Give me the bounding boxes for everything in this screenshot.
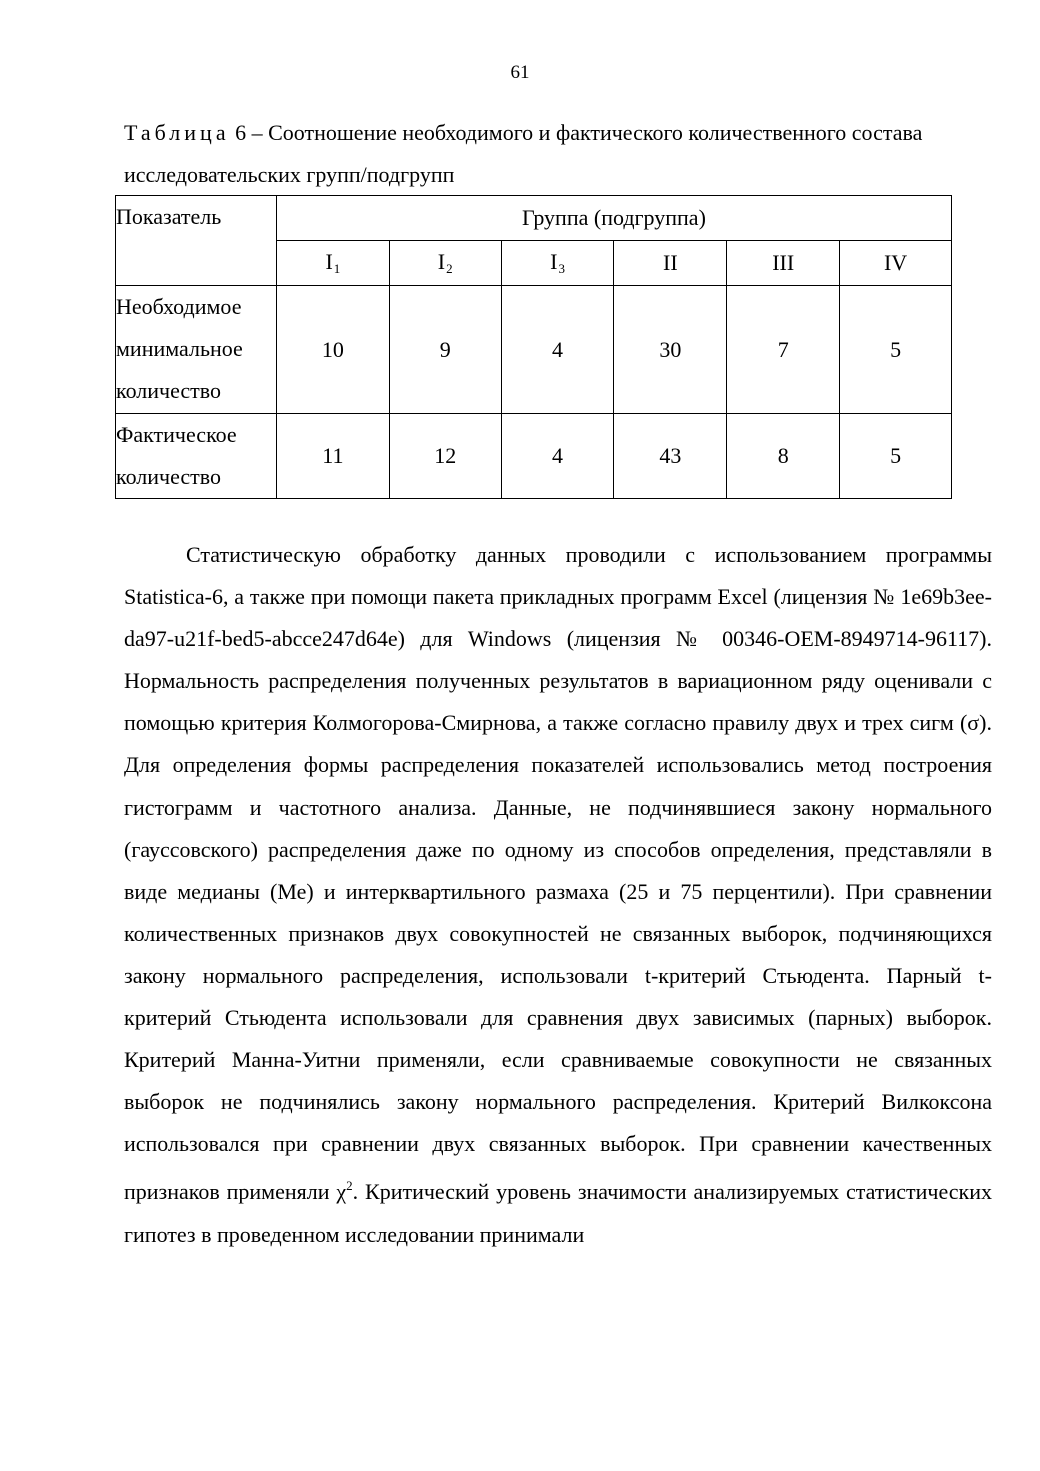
body-text: [124, 534, 992, 1256]
table-row: [116, 414, 952, 499]
caption-number: 6: [235, 120, 247, 145]
subgroup-header: $I_3$: [501, 241, 614, 286]
row-label: Фактическое количество: [116, 414, 277, 499]
row-label: Необходимое минимальное количество: [116, 286, 277, 414]
table-cell: 4: [501, 414, 614, 499]
subgroup-header: $I_1$: [276, 241, 389, 286]
table-cell: 4: [501, 286, 614, 414]
subgroup-header: IV: [840, 241, 952, 286]
caption-text: – Соотношение необходимого и фактического количественного состава исследовательских групп/подгрупп: [124, 120, 923, 187]
table-cell: 12: [389, 414, 501, 499]
group-header: Группа (подгруппа): [276, 196, 951, 241]
subgroup-header: II: [614, 241, 727, 286]
paragraph-text-continued: . Критический уровень значимости анализируемых статистических гипотез в проведенном исследовании принимали: [124, 1179, 993, 1247]
subgroup-header: $I_2$: [389, 241, 501, 286]
body-paragraph: [124, 534, 992, 1256]
paragraph-text: Статистическую обработку данных проводили с использованием программы Statistica-6, а также при помощи пакета прикладных программ Excel (лицензия № 1e69b3ee-da97-u21f-bed5-abcce247d64e) для Windows (лицензия № 00346-OEM-8949714-96117). Нормальность распределения полученных результатов в вариационном ряду оценивали с помощью критерия Колмогорова-Смирнова, а также согласно правилу двух и трех сигм (σ). Для определения формы распределения показателей использовались метод построения гистограмм и частотного анализа. Данные, не подчинявшиеся закону нормального (гауссовского) распределения даже по одному из способов определения, представляли в виде медианы (Ме) и интерквартильного размаха (25 и 75 перцентили). При сравнении количественных признаков двух совокупностей не связанных выборок, подчиняющихся закону нормального распределения, использовали t-критерий Стьюдента. Парный t-критерий Стьюдента использовали для сравнения двух зависимых (парных) выборок. Критерий Манна-Уитни применяли, если сравниваемые совокупности не связанных выборок не подчинялись закону нормального распределения. Критерий Вилкоксона использовался при сравнении двух связанных выборок. При сравнении качественных признаков применяли: [124, 542, 992, 1205]
table-cell: 7: [727, 286, 840, 414]
table-cell: 43: [614, 414, 727, 499]
table-cell: 8: [727, 414, 840, 499]
indicator-header: Показатель: [116, 196, 277, 286]
caption-lead: Таблица: [124, 120, 230, 145]
table-cell: 10: [276, 286, 389, 414]
table-cell: 5: [840, 414, 952, 499]
page-number: 61: [510, 62, 530, 83]
chi-square-symbol: $\chi^2$: [336, 1178, 353, 1205]
table-cell: 11: [276, 414, 389, 499]
subgroup-header: III: [727, 241, 840, 286]
table-cell: 30: [614, 286, 727, 414]
table-cell: 9: [389, 286, 501, 414]
table-caption: [124, 112, 994, 196]
group-size-table: [115, 195, 952, 499]
table-row: [116, 286, 952, 414]
table-cell: 5: [840, 286, 952, 414]
